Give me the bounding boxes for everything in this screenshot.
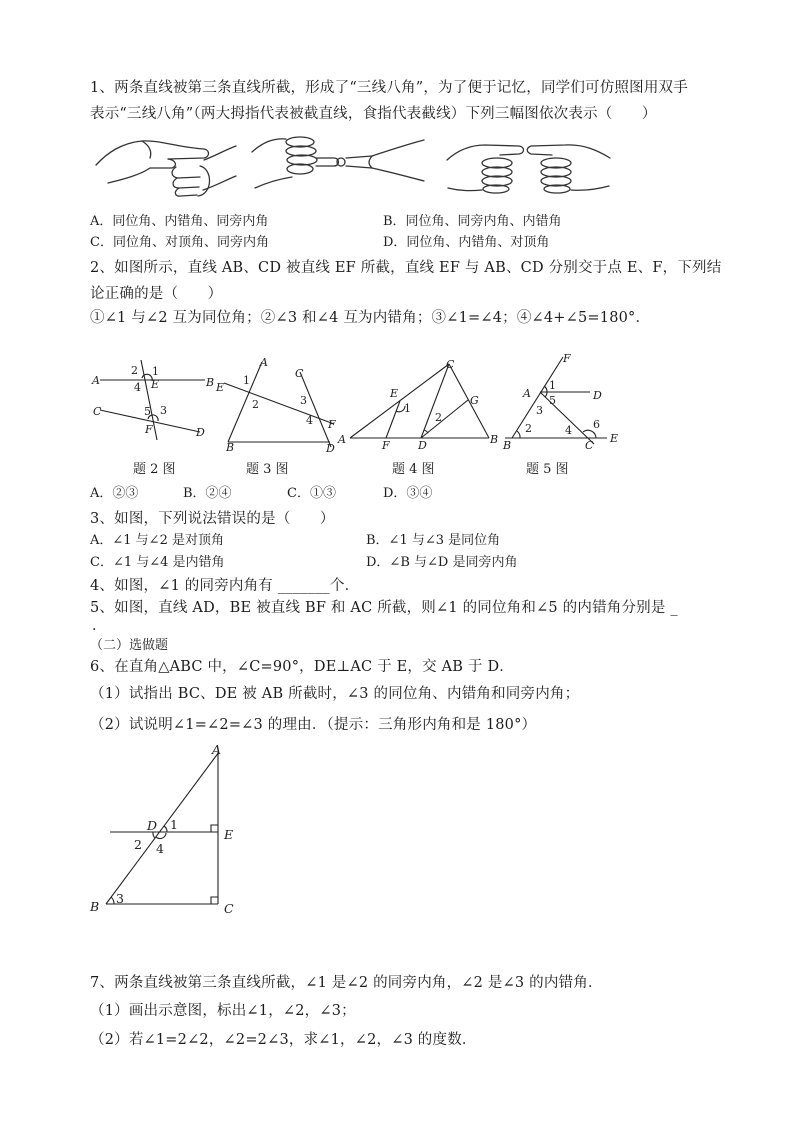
- q6-title: 6、在直角△ABC 中，∠C=90°，DE⊥AC 于 E，交 AB 于 D．: [90, 659, 514, 675]
- fig3-label-4: 4: [306, 414, 313, 427]
- q5-line2: ．: [92, 618, 107, 634]
- fig4-line-cb: [449, 364, 489, 438]
- q2-option-b: B．②④: [183, 486, 232, 501]
- q2-statements: ①∠1 与∠2 互为同位角；②∠3 和∠4 互为内错角；③∠1=∠4；④∠4+∠5=180°．: [90, 310, 651, 326]
- fig2-label-5: 5: [144, 405, 151, 418]
- fig4-label-1: 1: [404, 402, 411, 415]
- q1-option-c: C．同位角、对顶角、同旁内角: [90, 235, 269, 250]
- fig6-label-2: 2: [134, 837, 142, 852]
- section-optional-heading: （二）选做题: [90, 638, 169, 653]
- q7-part1: （1）画出示意图，标出∠1，∠2，∠3；: [90, 1003, 356, 1019]
- fig4-label-2: 2: [435, 411, 442, 424]
- fig2-label-c: C: [93, 405, 102, 418]
- fig4-label-e: E: [390, 387, 399, 400]
- fig6-line-ab: [106, 752, 219, 904]
- fig6-right-angle-c: [211, 897, 218, 904]
- fig5-label-c: C: [585, 439, 594, 452]
- hand1-left-thumb: [150, 159, 175, 168]
- fig5-label-2: 2: [525, 422, 532, 435]
- fig6-label-c: C: [224, 901, 234, 916]
- figure-6-triangle: [89, 742, 234, 916]
- hands-figure: [96, 137, 610, 196]
- fig4-label-a: A: [338, 433, 346, 446]
- q2-line2: 论正确的是（ ）: [90, 286, 223, 302]
- fig5-label-6: 6: [593, 418, 600, 431]
- q1-line2: 表示“三线八角”（两大拇指代表被截直线，食指代表截线）下列三幅图依次表示（ ）: [90, 106, 657, 122]
- hand2-right-wrist: [372, 140, 424, 181]
- fig4-line-ef: [386, 401, 400, 438]
- hand1-right-fist: [172, 166, 209, 196]
- fig6-angle-arc-3: [111, 897, 114, 904]
- fig5-angle-arc-1: [544, 386, 547, 392]
- hand2-left-index: [316, 158, 339, 166]
- fig3-label-1: 1: [243, 374, 250, 387]
- figure-4: [337, 358, 498, 452]
- q1-line1: 1、两条直线被第三条直线所截，形成了“三线八角”，为了便于记忆，同学们可仿照图用双手: [90, 80, 688, 96]
- fig5-label-f: F: [563, 352, 571, 365]
- q2-option-c: C．①③: [287, 486, 336, 501]
- fig5-angle-arc-5: [545, 392, 547, 397]
- fig3-label-f: F: [328, 418, 336, 431]
- fig5-label-b: B: [503, 439, 512, 452]
- hand2-left-wrist-top: [252, 139, 286, 152]
- hands-image-3: [447, 145, 610, 193]
- fig5-angle-arc-2: [517, 431, 520, 438]
- hand2-right-index: [346, 156, 372, 168]
- fig5-label-4: 4: [565, 424, 572, 437]
- hands-image-2: [252, 137, 424, 188]
- fig2-label-2: 2: [131, 364, 138, 377]
- q1-option-d: D．同位角、内错角、对顶角: [383, 235, 550, 250]
- fig5-label-e: E: [610, 432, 619, 445]
- caption-fig5: 题 5 图: [526, 462, 569, 477]
- fig4-label-g: G: [470, 394, 479, 407]
- fig4-label-c: C: [446, 358, 455, 371]
- fig2-label-4: 4: [134, 381, 141, 394]
- figure-3: [215, 356, 336, 455]
- q3-option-c: C．∠1 与∠4 是内错角: [90, 555, 225, 570]
- fig3-label-e: E: [216, 381, 225, 394]
- hands-image-1: [96, 141, 236, 196]
- hand2-left-wrist-bottom: [255, 177, 292, 188]
- q4-text: 4、如图，∠1 的同旁内角有 _______个．: [90, 578, 360, 594]
- fig5-label-1: 1: [549, 379, 556, 392]
- q3-option-d: D．∠B 与∠D 是同旁内角: [366, 555, 518, 570]
- fig3-line-ef: [224, 383, 334, 424]
- fig6-label-1: 1: [170, 817, 178, 832]
- q7-title: 7、两条直线被第三条直线所截，∠1 是∠2 的同旁内角，∠2 是∠3 的内错角．: [90, 975, 603, 991]
- fig6-label-b: B: [90, 899, 100, 914]
- figure-2: [91, 360, 214, 440]
- q2-line1: 2、如图所示，直线 AB、CD 被直线 EF 所截，直线 EF 与 AB、CD 分别交于点 E、F，下列结: [90, 260, 722, 276]
- fig5-angle-arc-6: [583, 430, 596, 438]
- caption-fig2: 题 2 图: [133, 462, 176, 477]
- caption-fig3: 题 3 图: [246, 462, 289, 477]
- fig2-label-f: F: [145, 423, 153, 436]
- fig2-label-3: 3: [160, 404, 167, 417]
- fig4-label-f: F: [382, 439, 390, 452]
- fig6-label-e: E: [224, 827, 234, 842]
- fig6-right-angle-e: [211, 825, 218, 832]
- q3-title: 3、如图，下列说法错误的是（ ）: [90, 511, 335, 527]
- hand3-left-index: [447, 145, 524, 160]
- fig4-label-d: D: [418, 439, 427, 452]
- q2-option-a: A．②③: [90, 486, 139, 501]
- fig3-label-a: A: [260, 356, 268, 369]
- fig5-label-5: 5: [549, 394, 556, 407]
- figure-5: [502, 352, 618, 452]
- fig5-label-d: D: [593, 389, 602, 402]
- q6-part1: （1）试指出 BC、DE 被 AB 所截时，∠3 的同位角、内错角和同旁内角；: [90, 686, 580, 702]
- fig6-label-a: A: [212, 742, 222, 757]
- q7-part2: （2）若∠1=2∠2，∠2=2∠3，求∠1，∠2，∠3 的度数．: [90, 1032, 477, 1048]
- hand1-left-index: [96, 141, 209, 165]
- fig3-label-2: 2: [252, 398, 259, 411]
- hand1-left-palm: [108, 168, 150, 183]
- q2-option-d: D．③④: [383, 486, 433, 501]
- fig6-angle-arc-1: [164, 826, 167, 832]
- caption-fig4: 题 4 图: [392, 462, 435, 477]
- fig6-label-4: 4: [156, 841, 164, 856]
- fig3-label-b: B: [226, 441, 235, 454]
- hand3-wrists: [448, 186, 609, 191]
- fig3-label-c: C: [295, 367, 304, 380]
- hand1-left-knuckle: [142, 141, 151, 158]
- fig2-label-a: A: [92, 374, 100, 387]
- fig5-label-3: 3: [536, 404, 543, 417]
- fig2-label-d: D: [196, 426, 205, 439]
- q6-part2: （2）试说明∠1=∠2=∠3 的理由．（提示：三角形内角和是 180°）: [90, 717, 537, 733]
- q3-option-b: B．∠1 与∠3 是同位角: [366, 533, 501, 548]
- q3-option-a: A．∠1 与∠2 是对顶角: [90, 533, 224, 548]
- fig5-label-a: A: [523, 387, 531, 400]
- fig4-angle-arc-2: [424, 430, 428, 433]
- q1-option-a: A．同位角、内错角、同旁内角: [90, 214, 269, 229]
- fig2-label-1: 1: [152, 365, 159, 378]
- fig3-label-d: D: [326, 442, 335, 455]
- q1-option-b: B．同位角、同旁内角、内错角: [383, 214, 562, 229]
- fig4-label-b: B: [490, 433, 499, 446]
- fig6-label-3: 3: [116, 891, 124, 906]
- hand3-right-index: [527, 145, 610, 158]
- fig3-label-3: 3: [300, 394, 307, 407]
- fig6-label-d: D: [147, 818, 158, 833]
- fig3-line-cd: [300, 372, 331, 447]
- fig2-label-e: E: [151, 378, 160, 391]
- q5-line1: 5、如图，直线 AD，BE 被直线 BF 和 AC 所截，则∠1 的同位角和∠5 的内错角分别是 _: [90, 600, 678, 616]
- fig2-label-b: B: [206, 376, 215, 389]
